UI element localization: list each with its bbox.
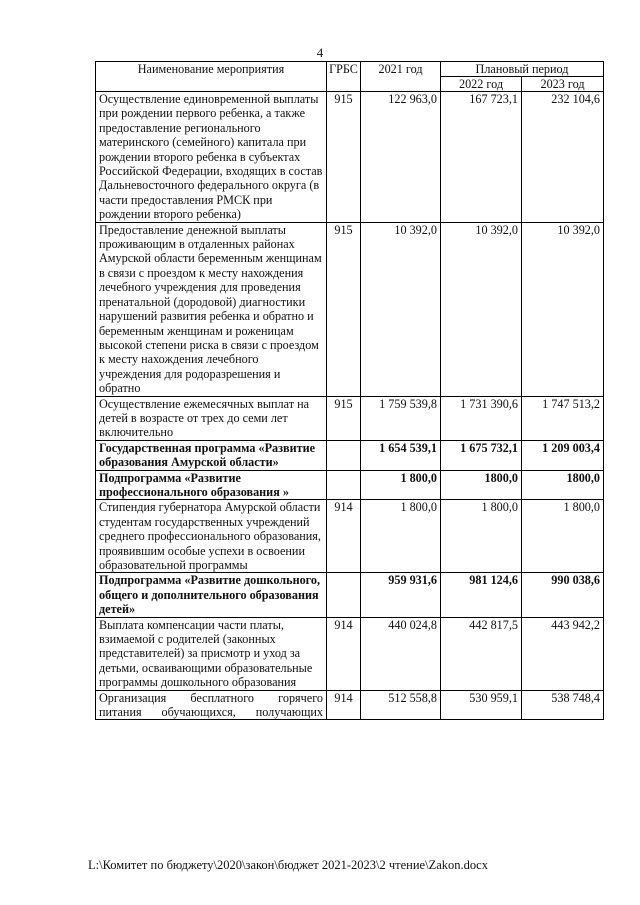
row-2023: 990 038,6 bbox=[522, 573, 604, 617]
row-grbs bbox=[327, 573, 361, 617]
row-2022: 530 959,1 bbox=[441, 690, 522, 720]
table-header-row bbox=[96, 62, 604, 77]
row-2022: 1 800,0 bbox=[441, 500, 522, 573]
row-2021: 122 963,0 bbox=[361, 92, 441, 223]
row-name: Подпрограмма «Развитие дошкольного, общего и дополнительного образования детей» bbox=[96, 573, 327, 617]
header-year-2021: 2021 год bbox=[361, 62, 441, 92]
header-name: Наименование мероприятия bbox=[96, 62, 327, 92]
header-planned-period: Плановый период bbox=[441, 62, 604, 77]
row-2023: 1800,0 bbox=[522, 470, 604, 500]
row-2022: 1 675 732,1 bbox=[441, 440, 522, 470]
header-year-2023: 2023 год bbox=[522, 77, 604, 92]
row-name: Осуществление единовременной выплаты при рождении первого ребенка, а также предоставление регионального материнского (семейного) капитала при рождении второго ребенка в субъектах Российской Федерации, входящих в состав Дальневосточного федерального округа (в части предоставления РМСК при рождении второго ребенка) bbox=[96, 92, 327, 223]
table-row bbox=[96, 500, 604, 573]
row-2021: 512 558,8 bbox=[361, 690, 441, 720]
row-2022: 442 817,5 bbox=[441, 617, 522, 690]
row-2022: 167 723,1 bbox=[441, 92, 522, 223]
row-2023: 1 747 513,2 bbox=[522, 396, 604, 440]
row-name: Государственная программа «Развитие образования Амурской области» bbox=[96, 440, 327, 470]
row-grbs: 915 bbox=[327, 222, 361, 396]
table-row bbox=[96, 222, 604, 396]
row-2022: 10 392,0 bbox=[441, 222, 522, 396]
row-name: Организация бесплатного горячего питания обучающихся, получающих bbox=[96, 690, 327, 720]
row-name: Осуществление ежемесячных выплат на детей в возрасте от трех до семи лет включительно bbox=[96, 396, 327, 440]
header-grbs: ГРБС bbox=[327, 62, 361, 92]
table-row-subprogram bbox=[96, 470, 604, 500]
header-year-2022: 2022 год bbox=[441, 77, 522, 92]
row-grbs: 915 bbox=[327, 92, 361, 223]
row-2023: 232 104,6 bbox=[522, 92, 604, 223]
row-2023: 1 209 003,4 bbox=[522, 440, 604, 470]
row-2021: 1 759 539,8 bbox=[361, 396, 441, 440]
row-2023: 10 392,0 bbox=[522, 222, 604, 396]
row-2022: 1800,0 bbox=[441, 470, 522, 500]
table-row bbox=[96, 617, 604, 690]
row-2021: 959 931,6 bbox=[361, 573, 441, 617]
row-2023: 1 800,0 bbox=[522, 500, 604, 573]
row-grbs: 914 bbox=[327, 617, 361, 690]
row-2022: 981 124,6 bbox=[441, 573, 522, 617]
row-2023: 443 942,2 bbox=[522, 617, 604, 690]
row-grbs: 915 bbox=[327, 396, 361, 440]
table-row-subprogram bbox=[96, 573, 604, 617]
row-grbs: 914 bbox=[327, 500, 361, 573]
row-name: Выплата компенсации части платы, взимаемой с родителей (законных представителей) за присмотр и уход за детьми, осваивающими образовательные программы дошкольного образования bbox=[96, 617, 327, 690]
row-2022: 1 731 390,6 bbox=[441, 396, 522, 440]
row-2023: 538 748,4 bbox=[522, 690, 604, 720]
row-2021: 1 654 539,1 bbox=[361, 440, 441, 470]
table-row bbox=[96, 690, 604, 720]
table-row-program bbox=[96, 440, 604, 470]
row-name: Стипендия губернатора Амурской области студентам государственных учреждений среднего профессионального образования, проявившим особые успехи в освоении образовательной программы bbox=[96, 500, 327, 573]
page-number: 4 bbox=[316, 45, 324, 60]
row-2021: 1 800,0 bbox=[361, 470, 441, 500]
row-2021: 1 800,0 bbox=[361, 500, 441, 573]
row-2021: 440 024,8 bbox=[361, 617, 441, 690]
row-2021: 10 392,0 bbox=[361, 222, 441, 396]
footer-file-path: L:\Комитет по бюджету\2020\закон\бюджет 2021-2023\2 чтение\Zakon.docx bbox=[88, 858, 488, 872]
row-name: Предоставление денежной выплаты проживающим в отдаленных районах Амурской области беременным женщинам в связи с проездом к месту нахождения лечебного учреждения для проведения пренатальной (дородовой) диагностики нарушений развития ребенка и обратно и беременным женщинам и роженицам высокой степени риска в связи с проездом к месту нахождения лечебного учреждения для родоразрешения и обратно bbox=[96, 222, 327, 396]
table-row bbox=[96, 92, 604, 223]
table-row bbox=[96, 396, 604, 440]
row-grbs bbox=[327, 440, 361, 470]
budget-table bbox=[95, 61, 604, 720]
row-grbs: 914 bbox=[327, 690, 361, 720]
row-name: Подпрограмма «Развитие профессионального образования » bbox=[96, 470, 327, 500]
row-grbs bbox=[327, 470, 361, 500]
